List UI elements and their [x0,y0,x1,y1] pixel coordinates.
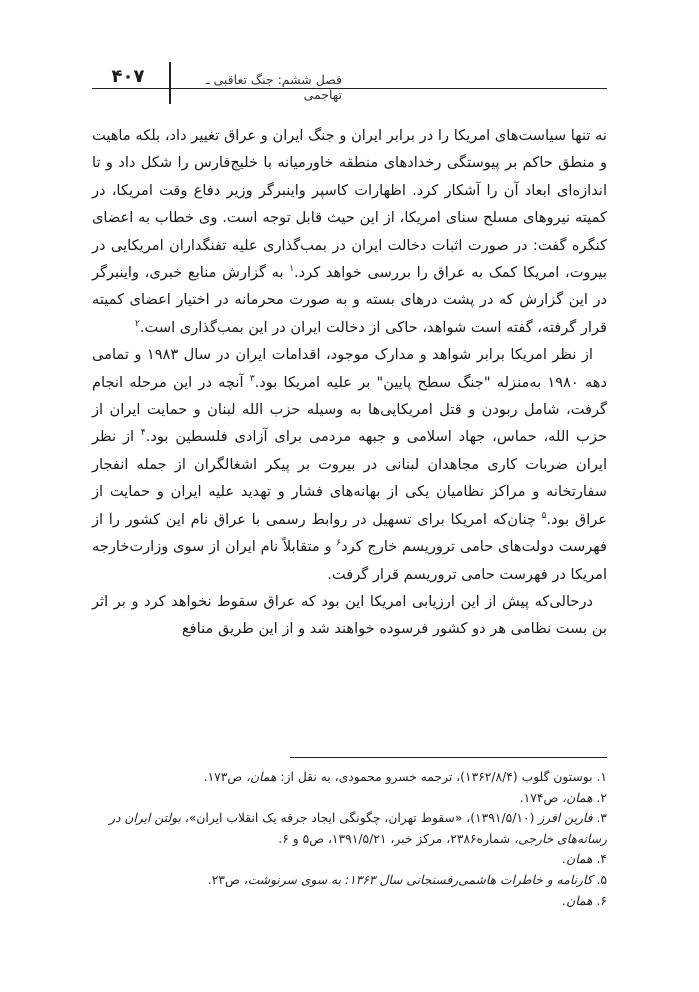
footnote [92,891,607,912]
footnote-text: ص۱۷۳. [203,770,247,784]
note-ref: ۶ [336,538,342,549]
paragraph [92,341,607,588]
paragraph-text: درحالی‌که پیش از این ارزیابی امریکا این بود که عراق سقوط نخواهد کرد و بر اثر بن بست نظامی هر دو کشور فرسوده خواهند شد و از این طریق منافع [92,592,607,638]
page-number: ۴۰۷ [111,66,145,87]
footnote-text: ص۱۷۴. [519,790,563,805]
footnote-text: ص۲۳. [207,872,244,887]
footnote-text: (۱۳۹۱/۵/۱۰)، «سقوط تهران، چگونگی ایجاد جرقه یک انقلاب ایران»، [180,811,539,826]
note-ref: ۲ [135,318,140,329]
note-ref: ۴ [140,428,146,439]
chapter-title: فصل ششم: جنگ تعاقبی ـ تهاجمی [205,72,342,102]
paragraph-text: چنان‌که امریکا برای تسهیل در روابط رسمی با عراق نام این کشور را از فهرست دولت‌های حامی تروریسم خارج کرد [92,510,607,556]
footnote-number: ۶. [596,893,607,908]
paragraph-text: از نظر ایران ضربات کاری مجاهدان لبنانی در بیروت بر پیکر اشغالگران از جمله انفجار سفارتخانه و مراکز نظامیان یکی از بهانه‌های فشار و تهدید علیه ایران و حمایت از عراق بود. [92,428,608,528]
note-ref: ۳ [249,373,255,384]
footnote [92,870,607,891]
paragraph-text: به گزارش منابع خبری، واینبرگر در این گزارش که در پشت درهای بسته و به صورت محرمانه در اختیار اعضای کمیته قرار گرفته، گفته است شواهد، حاکی از دخالت ایران در این بمب‌گذاری است. [92,264,607,336]
running-header [92,62,602,106]
footnote [92,788,607,809]
footnote-number: ۱. [596,770,607,784]
footnote [92,808,607,849]
footnote-italic: همان، [246,770,277,784]
footnote-rule [290,757,607,758]
paragraph [92,122,607,341]
footnote-italic: همان، [562,790,597,805]
footnote-italic: کارنامه و خاطرات هاشمی‌رفسنجانی سال ۱۳۶۳: به سوی سرنوشت، [243,872,597,887]
footnote-italic: بولتن ایران در رسانه‌های خارجی، [109,811,607,846]
footnote-number: ۵. [596,872,607,887]
paragraph-text: نه تنها سیاست‌های امریکا را در برابر ایران و جنگ ایران و عراق تغییر داد، بلکه ماهیت و منطق حاکم بر پیوستگی رخدادهای منطقه خاورمیانه با خلیج‌فارس را شکل داد و تا اندازه‌ای ابعاد آن را آشکار کرد. اظهارات کاسپر واینبرگر وزیر دفاع وقت امریکا، در کمیته نیروهای مسلح سنای امریکا، از این حیث قابل توجه است. وی خطاب به اعضای کنگره گفت: در صورت اثبات دخالت ایران در بمب‌گذاری علیه تفنگداران امریکایی در بیروت، امریکا کمک به عراق را بررسی خواهد کرد. [92,127,607,282]
footnote-text: بوستون گلوب (۱۳۶۲/۸/۴)، ترجمه خسرو محمودی، به نقل از: [276,770,597,784]
footnote [92,849,607,870]
paragraph-text: از نظر امریکا برابر شواهد و مدارک موجود، اقدامات ایران در سال ۱۹۸۳ و تمامی دهه ۱۹۸۰ به‌منزله "جنگ سطح پایین" بر علیه امریکا بود. [92,346,607,391]
footnote-italic: همان. [562,852,597,867]
footnote-number: ۴. [596,852,607,867]
paragraph-text: و متقابلاً نام ایران از سوی وزارت‌خارجه امریکا در فهرست حامی تروریسم قرار گرفت. [92,538,607,583]
note-ref: ۵ [541,510,547,521]
header-rule [92,88,607,89]
footnote-italic: همان. [562,893,597,908]
footnote [92,767,607,788]
footnote-text: شماره۲۳۸۶، مرکز خبر، ۱۳۹۱/۵/۲۱، ص۵ و ۶. [278,831,515,846]
note-ref: ۱ [289,264,295,275]
footnotes [92,767,607,911]
header-separator [169,62,171,104]
body-text [92,122,607,643]
footnote-number: ۲. [596,790,607,805]
paragraph [92,588,607,643]
paragraph-text: آنچه در این مرحله انجام گرفت، شامل ربودن و قتل امریکایی‌ها به وسیله حزب الله لبنان و حمایت ایران از حزب الله، حماس، جهاد اسلامی و جبهه مردمی برای آزادی فلسطین بود. [92,373,607,446]
footnote-italic: فارین افرز [538,811,597,826]
footnote-number: ۳. [596,811,607,826]
